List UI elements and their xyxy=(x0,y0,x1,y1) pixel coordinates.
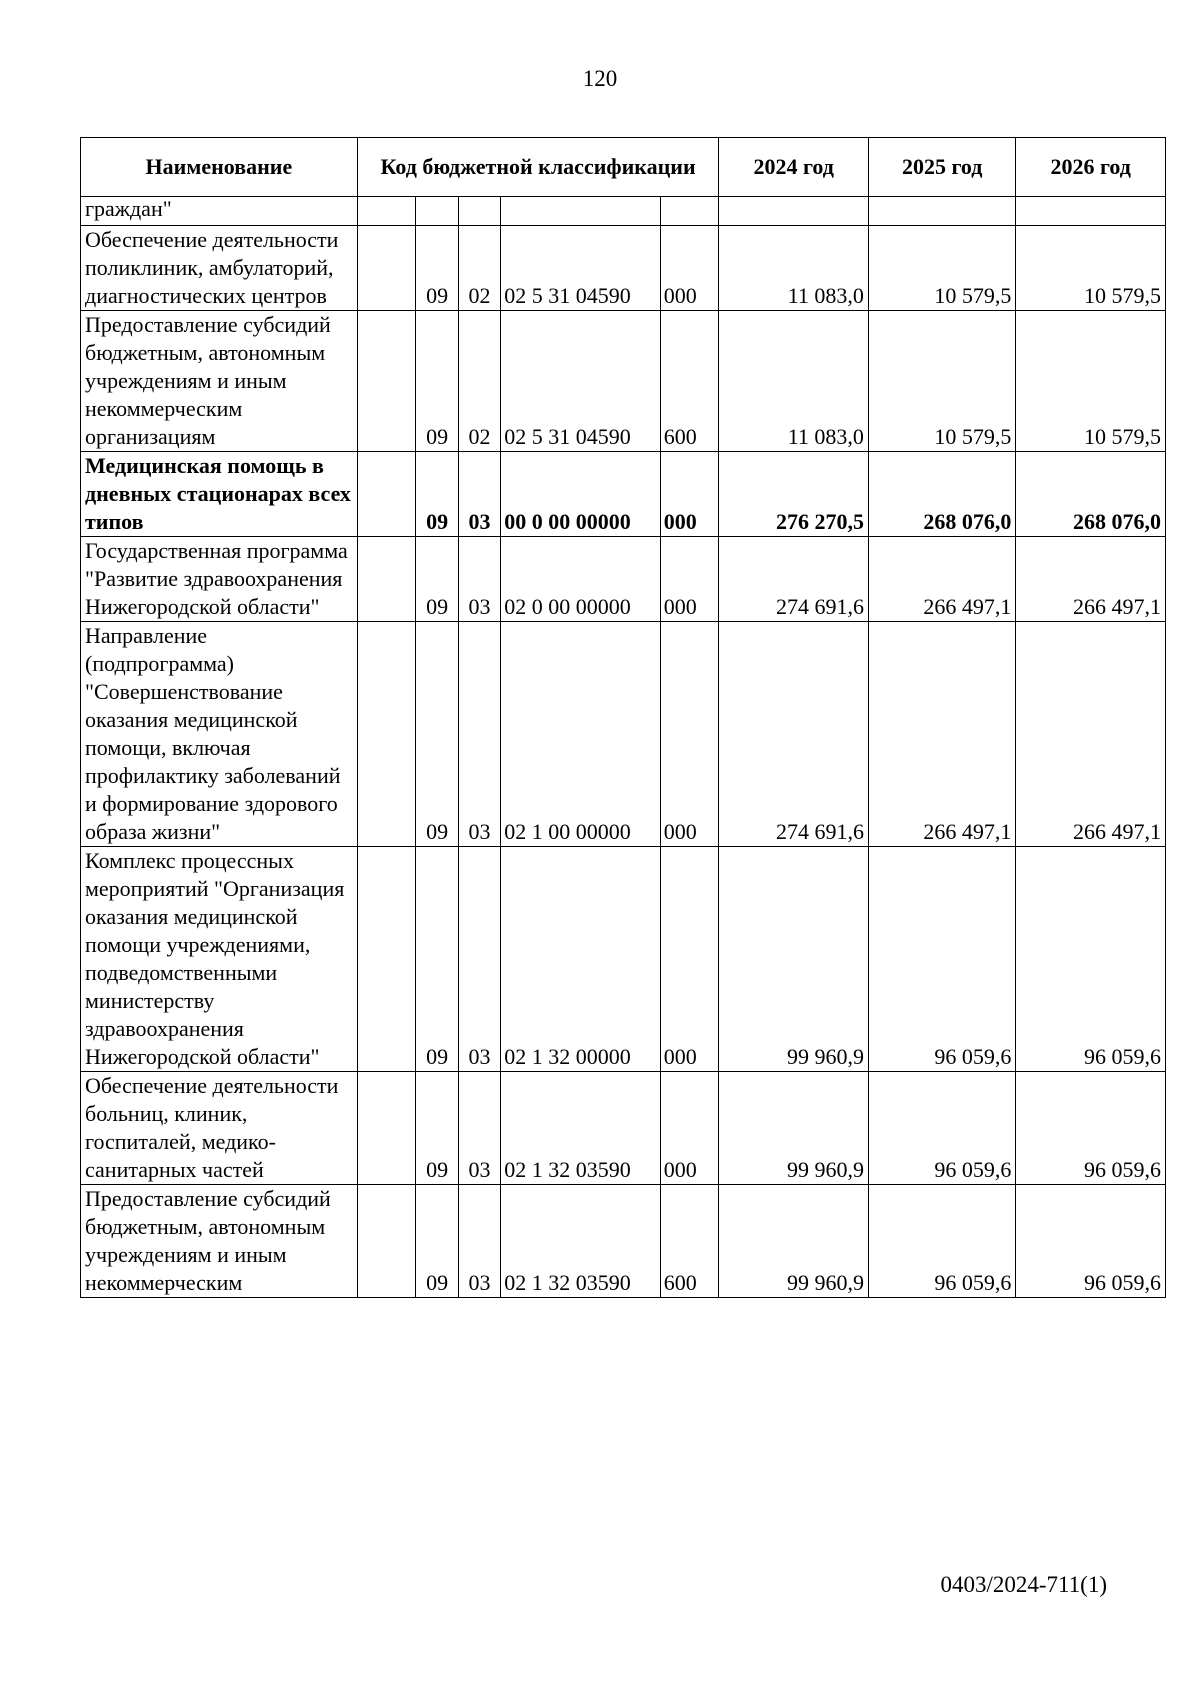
row-2025: 266 497,1 xyxy=(868,622,1015,847)
row-2025: 96 059,6 xyxy=(868,847,1015,1072)
row-2026: 96 059,6 xyxy=(1016,1185,1166,1298)
row-expense-type: 600 xyxy=(660,311,719,452)
row-expense-type: 000 xyxy=(660,847,719,1072)
table-row xyxy=(81,226,1166,311)
row-subsection: 02 xyxy=(458,226,500,311)
document-id: 0403/2024-711(1) xyxy=(940,1572,1107,1597)
row-2024: 99 960,9 xyxy=(719,1185,869,1298)
row-2024: 274 691,6 xyxy=(719,622,869,847)
continuation-row xyxy=(81,197,1166,226)
row-section: 09 xyxy=(416,537,458,622)
row-section: 09 xyxy=(416,1072,458,1185)
row-2024: 276 270,5 xyxy=(719,452,869,537)
row-subsection: 03 xyxy=(458,452,500,537)
row-section: 09 xyxy=(416,226,458,311)
row-2026: 10 579,5 xyxy=(1016,226,1166,311)
row-2025: 10 579,5 xyxy=(868,226,1015,311)
table-row xyxy=(81,311,1166,452)
row-2026: 96 059,6 xyxy=(1016,1072,1166,1185)
continuation-text: граждан" xyxy=(81,197,358,226)
row-blank xyxy=(357,311,416,452)
row-target-article: 02 0 00 00000 xyxy=(501,537,661,622)
row-2026: 266 497,1 xyxy=(1016,622,1166,847)
row-section: 09 xyxy=(416,847,458,1072)
header-code: Код бюджетной классификации xyxy=(357,138,719,197)
row-section: 09 xyxy=(416,452,458,537)
row-blank xyxy=(357,1072,416,1185)
row-blank xyxy=(357,1185,416,1298)
page-number: 120 xyxy=(582,66,618,91)
row-2025: 96 059,6 xyxy=(868,1185,1015,1298)
row-blank xyxy=(357,847,416,1072)
row-name: Предоставление субсидий бюджетным, автономным учреждениям и иным некоммерческим организациям xyxy=(81,311,358,452)
table-row xyxy=(81,622,1166,847)
row-section: 09 xyxy=(416,1185,458,1298)
row-target-article: 02 1 32 03590 xyxy=(501,1185,661,1298)
table-row xyxy=(81,537,1166,622)
row-expense-type: 000 xyxy=(660,226,719,311)
row-target-article: 02 5 31 04590 xyxy=(501,311,661,452)
table-row xyxy=(81,847,1166,1072)
row-2025: 266 497,1 xyxy=(868,537,1015,622)
row-target-article: 02 1 32 03590 xyxy=(501,1072,661,1185)
budget-table xyxy=(80,137,1166,1298)
table-row xyxy=(81,1072,1166,1185)
row-subsection: 03 xyxy=(458,537,500,622)
row-name: Направление (подпрограмма) "Совершенствование оказания медицинской помощи, включая профилактику заболеваний и формирование здорового образа жизни" xyxy=(81,622,358,847)
row-2026: 268 076,0 xyxy=(1016,452,1166,537)
row-name: Предоставление субсидий бюджетным, автономным учреждениям и иным некоммерческим xyxy=(81,1185,358,1298)
row-target-article: 02 5 31 04590 xyxy=(501,226,661,311)
row-target-article: 00 0 00 00000 xyxy=(501,452,661,537)
row-expense-type: 000 xyxy=(660,452,719,537)
row-section: 09 xyxy=(416,311,458,452)
row-2025: 10 579,5 xyxy=(868,311,1015,452)
row-name: Комплекс процессных мероприятий "Организация оказания медицинской помощи учреждениями, подведомственными министерству здравоохранения Нижегородской области" xyxy=(81,847,358,1072)
row-target-article: 02 1 32 00000 xyxy=(501,847,661,1072)
row-name: Обеспечение деятельности больниц, клиник, госпиталей, медико-санитарных частей xyxy=(81,1072,358,1185)
row-blank xyxy=(357,537,416,622)
row-blank xyxy=(357,226,416,311)
header-name: Наименование xyxy=(81,138,358,197)
row-2024: 99 960,9 xyxy=(719,1072,869,1185)
row-name: Медицинская помощь в дневных стационарах всех типов xyxy=(81,452,358,537)
row-expense-type: 000 xyxy=(660,622,719,847)
row-2024: 99 960,9 xyxy=(719,847,869,1072)
header-2024: 2024 год xyxy=(719,138,869,197)
row-subsection: 03 xyxy=(458,847,500,1072)
row-2026: 96 059,6 xyxy=(1016,847,1166,1072)
row-2026: 266 497,1 xyxy=(1016,537,1166,622)
row-2024: 11 083,0 xyxy=(719,226,869,311)
table-row xyxy=(81,1185,1166,1298)
table-header-row xyxy=(81,138,1166,197)
row-section: 09 xyxy=(416,622,458,847)
row-2024: 11 083,0 xyxy=(719,311,869,452)
row-2024: 274 691,6 xyxy=(719,537,869,622)
row-name: Обеспечение деятельности поликлиник, амбулаторий, диагностических центров xyxy=(81,226,358,311)
row-subsection: 03 xyxy=(458,1072,500,1185)
header-2026: 2026 год xyxy=(1016,138,1166,197)
row-target-article: 02 1 00 00000 xyxy=(501,622,661,847)
row-2025: 268 076,0 xyxy=(868,452,1015,537)
row-blank xyxy=(357,622,416,847)
row-2025: 96 059,6 xyxy=(868,1072,1015,1185)
row-expense-type: 000 xyxy=(660,1072,719,1185)
row-expense-type: 000 xyxy=(660,537,719,622)
row-subsection: 03 xyxy=(458,1185,500,1298)
row-subsection: 03 xyxy=(458,622,500,847)
row-subsection: 02 xyxy=(458,311,500,452)
table-row xyxy=(81,452,1166,537)
header-2025: 2025 год xyxy=(868,138,1015,197)
row-name: Государственная программа "Развитие здравоохранения Нижегородской области" xyxy=(81,537,358,622)
row-2026: 10 579,5 xyxy=(1016,311,1166,452)
row-expense-type: 600 xyxy=(660,1185,719,1298)
row-blank xyxy=(357,452,416,537)
